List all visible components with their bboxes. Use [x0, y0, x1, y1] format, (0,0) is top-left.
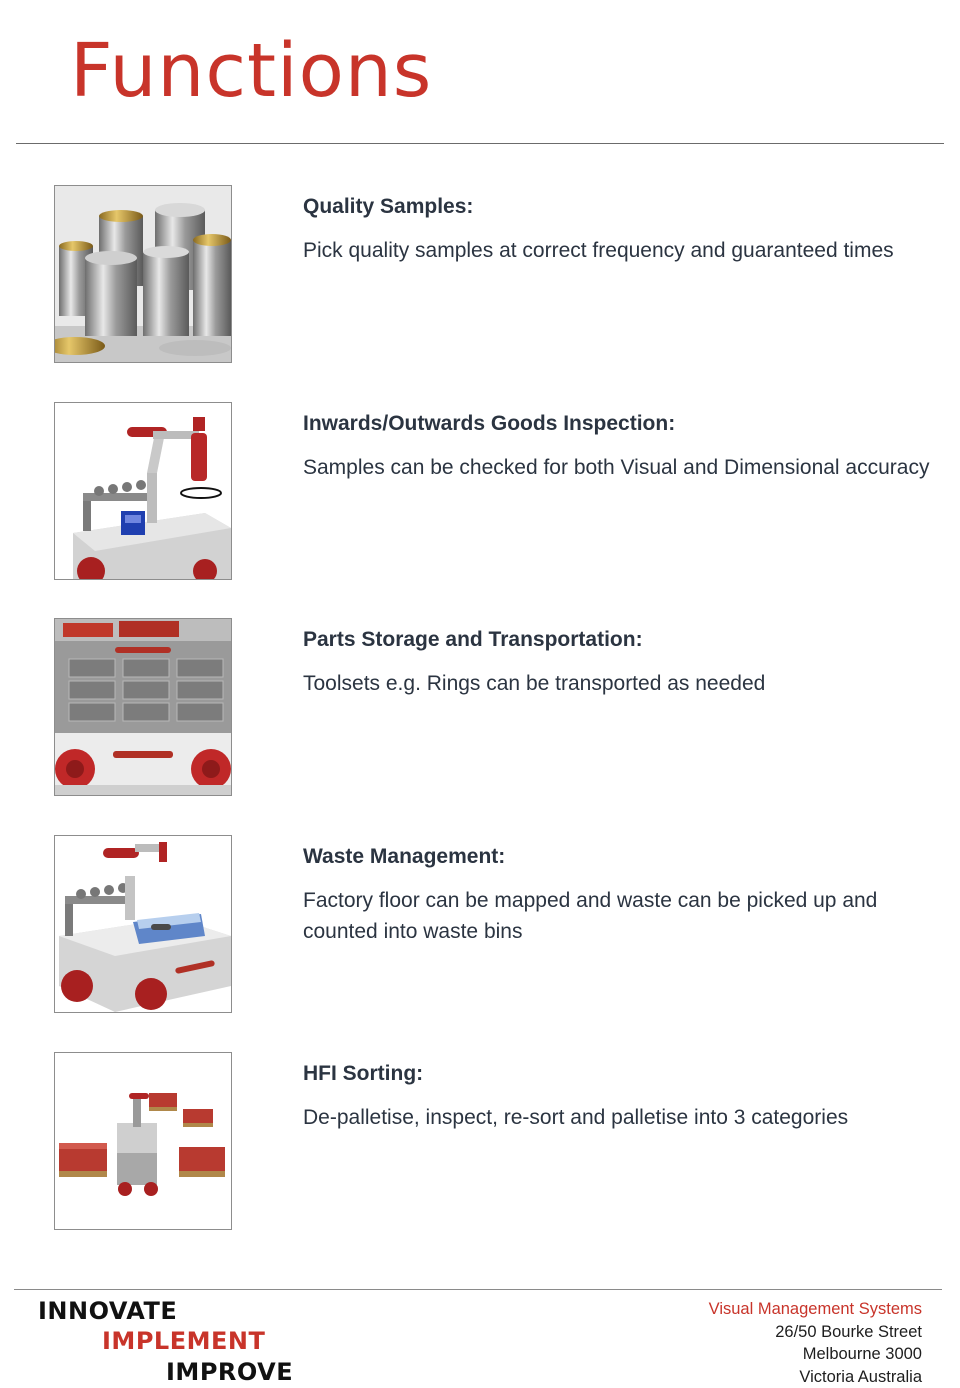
function-heading: Inwards/Outwards Goods Inspection: [303, 412, 675, 436]
function-item-quality-samples [54, 185, 934, 363]
function-description: Pick quality samples at correct frequency and guaranteed times [303, 235, 933, 266]
robot-waste-bin-image [54, 835, 232, 1013]
robot-arm-inspection-image [54, 402, 232, 580]
function-heading: HFI Sorting: [303, 1062, 423, 1086]
function-item-parts-storage [54, 618, 934, 796]
storage-cart-image [54, 618, 232, 796]
function-description: Samples can be checked for both Visual and Dimensional accuracy [303, 452, 933, 483]
pallet-sorting-diagram [54, 1052, 232, 1230]
function-item-goods-inspection [54, 402, 934, 580]
metal-cans-photo [54, 185, 232, 363]
page-title: Functions [70, 34, 432, 108]
function-description: Factory floor can be mapped and waste can be picked up and counted into waste bins [303, 885, 933, 947]
slogan-innovate: INNOVATE [38, 1299, 177, 1323]
function-description: Toolsets e.g. Rings can be transported as needed [303, 668, 933, 699]
address-line-city: Melbourne 3000 [709, 1343, 922, 1366]
address-line-state: Victoria Australia [709, 1366, 922, 1388]
company-address [709, 1298, 922, 1388]
function-heading: Parts Storage and Transportation: [303, 628, 643, 652]
function-heading: Quality Samples: [303, 195, 473, 219]
footer-divider [14, 1289, 942, 1290]
function-description: De-palletise, inspect, re-sort and palletise into 3 categories [303, 1102, 933, 1133]
function-item-waste-management [54, 835, 934, 1013]
slogan-implement: IMPLEMENT [102, 1329, 265, 1353]
function-item-hfi-sorting [54, 1052, 934, 1230]
slogan-improve: IMPROVE [166, 1360, 293, 1384]
company-name: Visual Management Systems [709, 1298, 922, 1321]
function-heading: Waste Management: [303, 845, 505, 869]
address-line-street: 26/50 Bourke Street [709, 1321, 922, 1344]
header-divider [16, 143, 944, 144]
